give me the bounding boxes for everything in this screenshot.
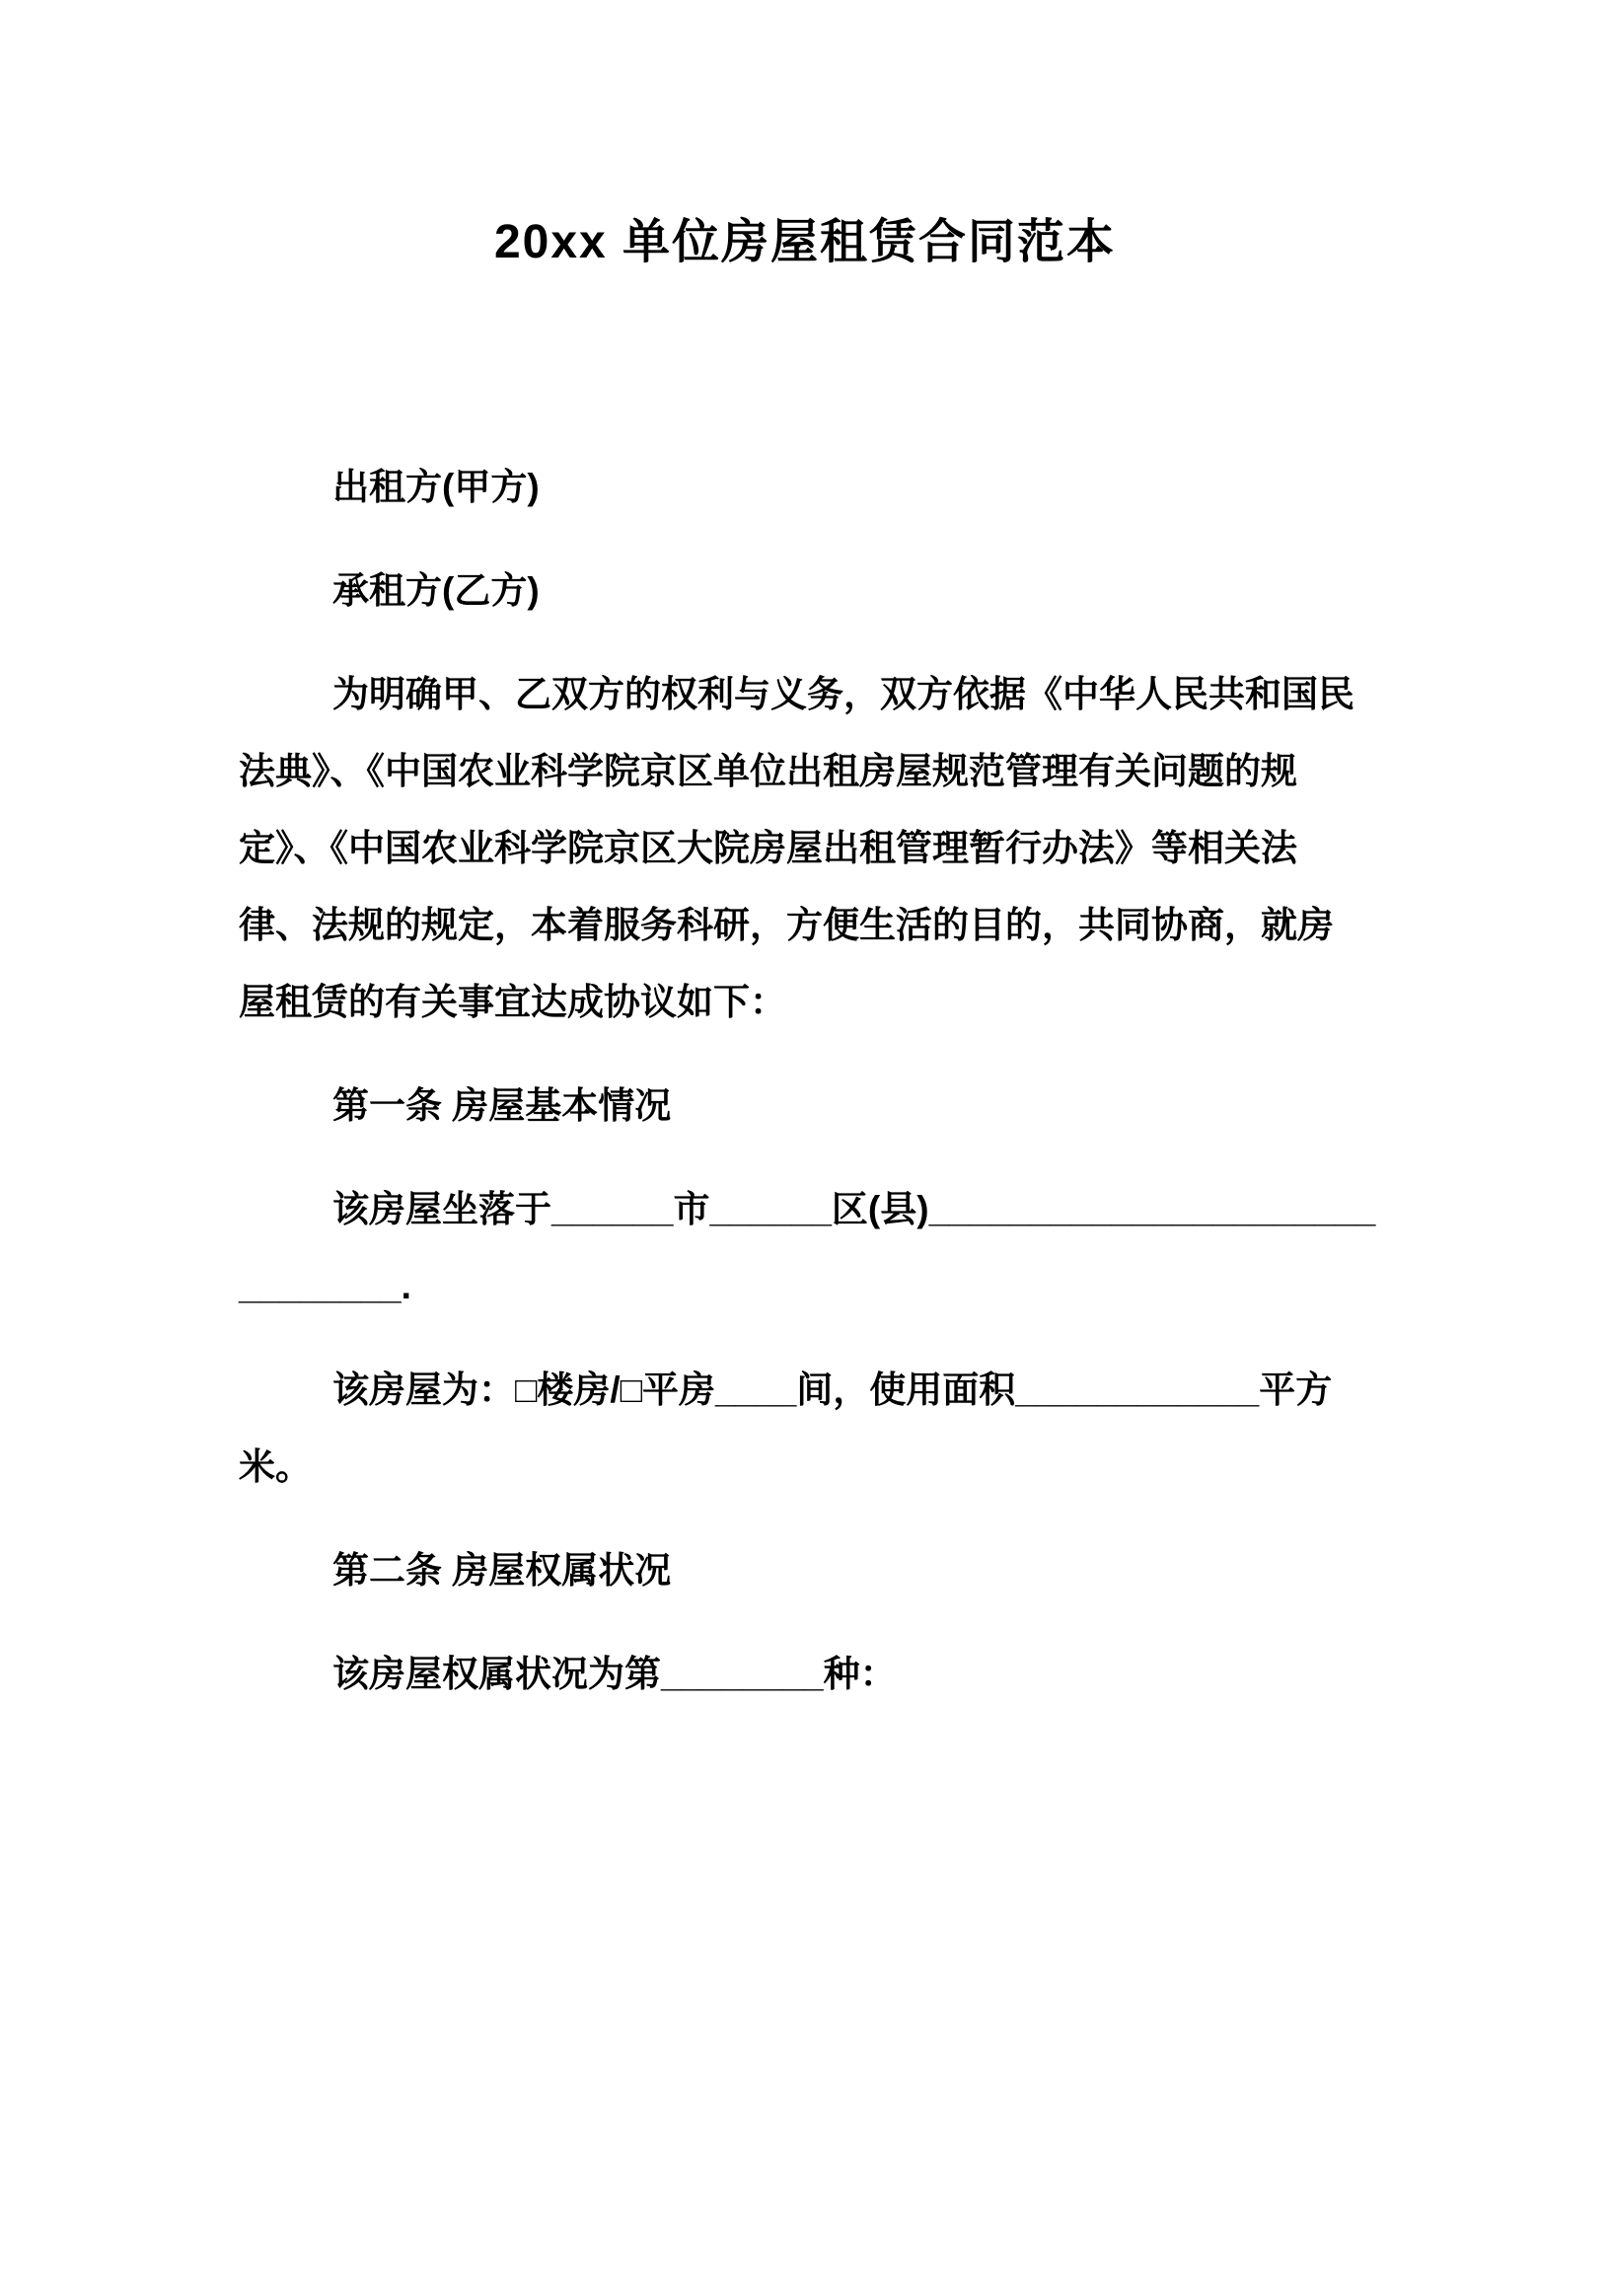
preamble-line-5: 屋租赁的有关事宜达成协议如下： — [239, 982, 786, 1022]
ownership-status-line: 该房屋权属状况为第________种： — [332, 1654, 897, 1694]
location-line-1: 该房屋坐落于______市______区(县)______________________ — [332, 1189, 1376, 1229]
house-type-line-1: 该房屋为：□楼房/□平房____间，使用面积____________平方 — [332, 1370, 1333, 1410]
house-type-line-2: 米。 — [239, 1446, 312, 1487]
document-body — [0, 449, 1610, 1713]
location-line-2: ________. — [239, 1266, 411, 1306]
article-1-heading: 第一条 房屋基本情况 — [332, 1085, 672, 1126]
preamble-line-4: 律、法规的规定，本着服务科研，方便生活的目的，共同协商，就房 — [239, 905, 1334, 945]
preamble-line-2: 法典》、《中国农业科学院京区单位出租房屋规范管理有关问题的规 — [239, 751, 1297, 791]
lessor-party-line: 出租方(甲方) — [332, 467, 540, 507]
preamble-line-1: 为明确甲、乙双方的权利与义务，双方依据《中华人民共和国民 — [332, 674, 1354, 714]
contract-page — [0, 212, 1610, 2296]
document-title: 20xx 单位房屋租赁合同范本 — [493, 216, 1117, 268]
lessee-party-line: 承租方(乙方) — [332, 570, 540, 611]
preamble-line-3: 定》、《中国农业科学院京区大院房屋出租管理暂行办法》等相关法 — [239, 828, 1297, 868]
article-2-heading: 第二条 房屋权属状况 — [332, 1550, 672, 1591]
